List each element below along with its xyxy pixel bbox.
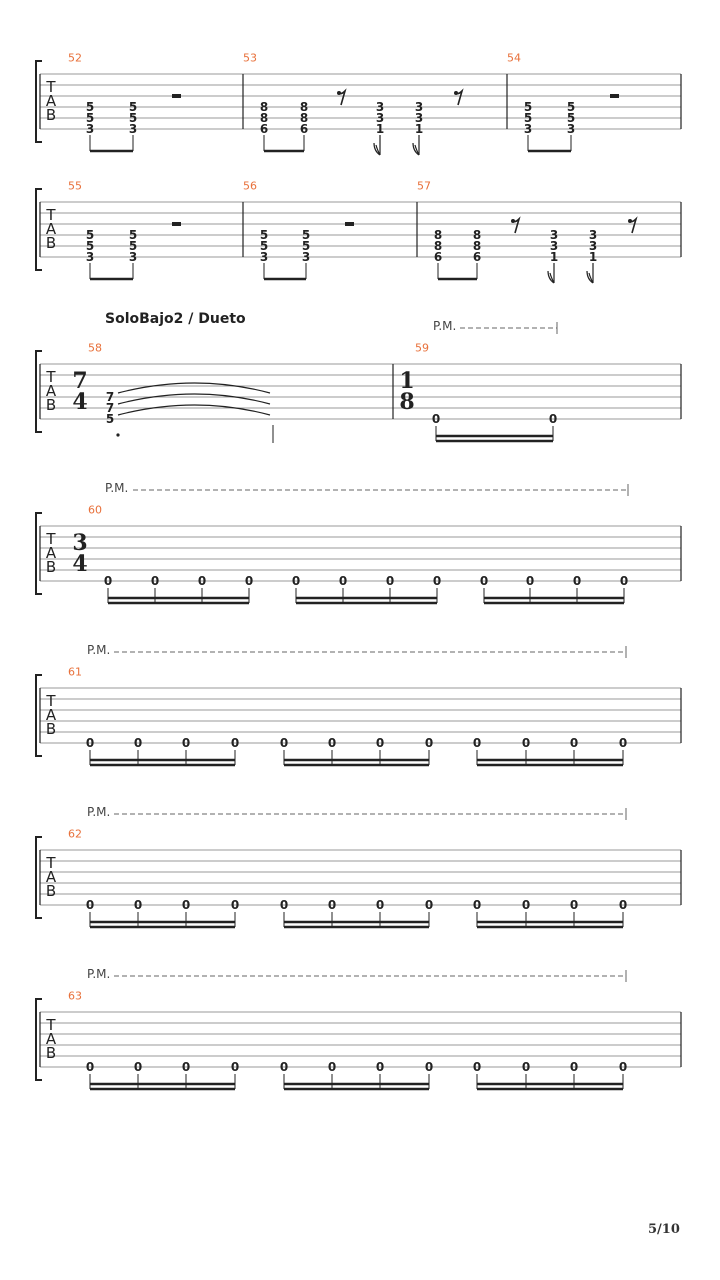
tab-clef-letter: A bbox=[45, 220, 57, 238]
fret-number: 0 bbox=[230, 898, 240, 912]
fret-number: 0 bbox=[291, 574, 301, 588]
fret-number: 8 bbox=[299, 100, 309, 114]
half-rest bbox=[172, 94, 181, 98]
fret-number: 5 bbox=[301, 239, 311, 253]
measure-number: 56 bbox=[243, 179, 257, 193]
fret-number: 8 bbox=[472, 239, 482, 253]
fret-number: 1 bbox=[375, 122, 385, 136]
eighth-rest-dot bbox=[337, 91, 341, 95]
palm-mute-label: P.M. bbox=[105, 481, 129, 495]
fret-number: 0 bbox=[472, 1060, 482, 1074]
fret-number: 5 bbox=[128, 228, 138, 242]
system-bracket bbox=[36, 189, 42, 270]
fret-number: 0 bbox=[279, 1060, 289, 1074]
tab-clef-letter: A bbox=[45, 544, 57, 562]
fret-number: 3 bbox=[414, 111, 424, 125]
fret-number: 0 bbox=[133, 1060, 143, 1074]
fret-number: 0 bbox=[569, 736, 579, 750]
fret-number: 8 bbox=[433, 239, 443, 253]
system-bracket bbox=[36, 513, 42, 594]
tie-arc bbox=[118, 405, 270, 415]
measure-number: 60 bbox=[88, 503, 102, 517]
fret-number: 8 bbox=[299, 111, 309, 125]
fret-number: 3 bbox=[128, 250, 138, 264]
fret-number: 5 bbox=[128, 100, 138, 114]
note-flag bbox=[374, 143, 380, 155]
section-title: SoloBajo2 / Dueto bbox=[105, 311, 246, 327]
fret-number: 0 bbox=[85, 898, 95, 912]
tab-clef-letter: B bbox=[45, 106, 57, 124]
fret-number: 3 bbox=[259, 250, 269, 264]
tab-clef-letter: B bbox=[45, 882, 57, 900]
time-signature-top: 1 bbox=[399, 368, 415, 394]
fret-number: 0 bbox=[181, 1060, 191, 1074]
system-bracket bbox=[36, 61, 42, 142]
fret-number: 8 bbox=[472, 228, 482, 242]
eighth-rest-dot bbox=[511, 219, 515, 223]
page-number: 5/10 bbox=[648, 1222, 680, 1237]
tie-arc bbox=[118, 394, 270, 404]
tab-clef-letter: T bbox=[46, 692, 56, 710]
fret-number: 3 bbox=[85, 122, 95, 136]
tab-clef-letter: B bbox=[45, 720, 57, 738]
measure-number: 57 bbox=[417, 179, 431, 193]
fret-number: 0 bbox=[618, 1060, 628, 1074]
fret-number: 0 bbox=[327, 898, 337, 912]
tab-clef-letter: T bbox=[46, 78, 56, 96]
fret-number: 1 bbox=[549, 250, 559, 264]
half-rest bbox=[345, 222, 354, 226]
fret-number: 0 bbox=[375, 736, 385, 750]
fret-number: 0 bbox=[133, 736, 143, 750]
fret-number: 0 bbox=[375, 898, 385, 912]
fret-number: 5 bbox=[523, 111, 533, 125]
measure-number: 54 bbox=[507, 51, 521, 65]
fret-number: 5 bbox=[105, 412, 115, 426]
fret-number: 0 bbox=[569, 898, 579, 912]
system-bracket bbox=[36, 837, 42, 918]
fret-number: 3 bbox=[523, 122, 533, 136]
note-flag bbox=[587, 271, 593, 283]
fret-number: 0 bbox=[431, 412, 441, 426]
half-rest bbox=[172, 222, 181, 226]
fret-number: 5 bbox=[85, 239, 95, 253]
tab-clef-letter: A bbox=[45, 706, 57, 724]
tab-clef-letter: T bbox=[46, 206, 56, 224]
measure-number: 59 bbox=[415, 341, 429, 355]
time-signature-top: 3 bbox=[72, 530, 88, 556]
fret-number: 0 bbox=[472, 736, 482, 750]
fret-number: 0 bbox=[327, 1060, 337, 1074]
fret-number: 0 bbox=[424, 1060, 434, 1074]
system-bracket bbox=[36, 675, 42, 756]
palm-mute-label: P.M. bbox=[433, 319, 457, 333]
tab-clef-letter: B bbox=[45, 558, 57, 576]
fret-number: 3 bbox=[566, 122, 576, 136]
fret-number: 8 bbox=[259, 111, 269, 125]
fret-number: 3 bbox=[588, 239, 598, 253]
note-flag bbox=[548, 271, 554, 283]
fret-number: 0 bbox=[230, 1060, 240, 1074]
fret-number: 0 bbox=[103, 574, 113, 588]
fret-number: 6 bbox=[433, 250, 443, 264]
eighth-rest-dot bbox=[454, 91, 458, 95]
fret-number: 0 bbox=[327, 736, 337, 750]
time-signature-bottom: 4 bbox=[72, 389, 88, 415]
fret-number: 0 bbox=[572, 574, 582, 588]
tab-clef-letter: T bbox=[46, 530, 56, 548]
fret-number: 6 bbox=[472, 250, 482, 264]
fret-number: 5 bbox=[128, 239, 138, 253]
fret-number: 0 bbox=[472, 898, 482, 912]
fret-number: 0 bbox=[521, 1060, 531, 1074]
tab-clef-letter: A bbox=[45, 868, 57, 886]
fret-number: 0 bbox=[548, 412, 558, 426]
fret-number: 0 bbox=[521, 736, 531, 750]
palm-mute-label: P.M. bbox=[87, 805, 111, 819]
tab-clef-letter: A bbox=[45, 1030, 57, 1048]
measure-number: 58 bbox=[88, 341, 102, 355]
fret-number: 3 bbox=[375, 111, 385, 125]
fret-number: 5 bbox=[566, 100, 576, 114]
eighth-rest-dot bbox=[628, 219, 632, 223]
fret-number: 0 bbox=[619, 574, 629, 588]
fret-number: 7 bbox=[105, 401, 115, 415]
fret-number: 0 bbox=[618, 736, 628, 750]
fret-number: 0 bbox=[150, 574, 160, 588]
fret-number: 0 bbox=[569, 1060, 579, 1074]
fret-number: 3 bbox=[549, 239, 559, 253]
fret-number: 1 bbox=[414, 122, 424, 136]
tab-clef-letter: T bbox=[46, 854, 56, 872]
time-signature-top: 7 bbox=[72, 368, 88, 394]
fret-number: 5 bbox=[85, 228, 95, 242]
fret-number: 7 bbox=[105, 390, 115, 404]
tab-clef-letter: A bbox=[45, 92, 57, 110]
time-signature-bottom: 4 bbox=[72, 551, 88, 577]
fret-number: 3 bbox=[375, 100, 385, 114]
fret-number: 3 bbox=[588, 228, 598, 242]
measure-number: 53 bbox=[243, 51, 257, 65]
tab-clef-letter: T bbox=[46, 1016, 56, 1034]
tie-arc bbox=[118, 383, 270, 393]
fret-number: 5 bbox=[85, 111, 95, 125]
tab-clef-letter: B bbox=[45, 1044, 57, 1062]
fret-number: 0 bbox=[525, 574, 535, 588]
fret-number: 0 bbox=[479, 574, 489, 588]
fret-number: 5 bbox=[566, 111, 576, 125]
tab-clef-letter: B bbox=[45, 396, 57, 414]
fret-number: 0 bbox=[85, 1060, 95, 1074]
fret-number: 3 bbox=[128, 122, 138, 136]
fret-number: 0 bbox=[521, 898, 531, 912]
fret-number: 8 bbox=[433, 228, 443, 242]
fret-number: 0 bbox=[338, 574, 348, 588]
fret-number: 0 bbox=[244, 574, 254, 588]
measure-number: 52 bbox=[68, 51, 82, 65]
measure-number: 63 bbox=[68, 989, 82, 1003]
fret-number: 3 bbox=[414, 100, 424, 114]
time-signature-bottom: 8 bbox=[399, 389, 415, 415]
palm-mute-label: P.M. bbox=[87, 643, 111, 657]
fret-number: 3 bbox=[549, 228, 559, 242]
fret-number: 6 bbox=[299, 122, 309, 136]
fret-number: 0 bbox=[375, 1060, 385, 1074]
fret-number: 0 bbox=[181, 898, 191, 912]
fret-number: 6 bbox=[259, 122, 269, 136]
fret-number: 5 bbox=[523, 100, 533, 114]
fret-number: 3 bbox=[301, 250, 311, 264]
tab-clef-letter: A bbox=[45, 382, 57, 400]
note-flag bbox=[413, 143, 419, 155]
fret-number: 0 bbox=[385, 574, 395, 588]
system-bracket bbox=[36, 351, 42, 432]
tab-clef-letter: T bbox=[46, 368, 56, 386]
fret-number: 0 bbox=[618, 898, 628, 912]
system-bracket bbox=[36, 999, 42, 1080]
fret-number: 1 bbox=[588, 250, 598, 264]
fret-number: 0 bbox=[432, 574, 442, 588]
palm-mute-label: P.M. bbox=[87, 967, 111, 981]
fret-number: 8 bbox=[259, 100, 269, 114]
fret-number: 5 bbox=[259, 228, 269, 242]
tab-clef-letter: B bbox=[45, 234, 57, 252]
fret-number: 0 bbox=[133, 898, 143, 912]
measure-number: 61 bbox=[68, 665, 82, 679]
fret-number: 3 bbox=[85, 250, 95, 264]
fret-number: 0 bbox=[424, 736, 434, 750]
half-rest bbox=[610, 94, 619, 98]
fret-number: 0 bbox=[85, 736, 95, 750]
fret-number: 0 bbox=[279, 898, 289, 912]
fret-number: 0 bbox=[424, 898, 434, 912]
fret-number: 5 bbox=[301, 228, 311, 242]
measure-number: 62 bbox=[68, 827, 82, 841]
fret-number: 5 bbox=[85, 100, 95, 114]
duration-dot bbox=[116, 433, 119, 436]
fret-number: 0 bbox=[181, 736, 191, 750]
fret-number: 0 bbox=[279, 736, 289, 750]
fret-number: 0 bbox=[197, 574, 207, 588]
fret-number: 5 bbox=[128, 111, 138, 125]
fret-number: 0 bbox=[230, 736, 240, 750]
measure-number: 55 bbox=[68, 179, 82, 193]
fret-number: 5 bbox=[259, 239, 269, 253]
